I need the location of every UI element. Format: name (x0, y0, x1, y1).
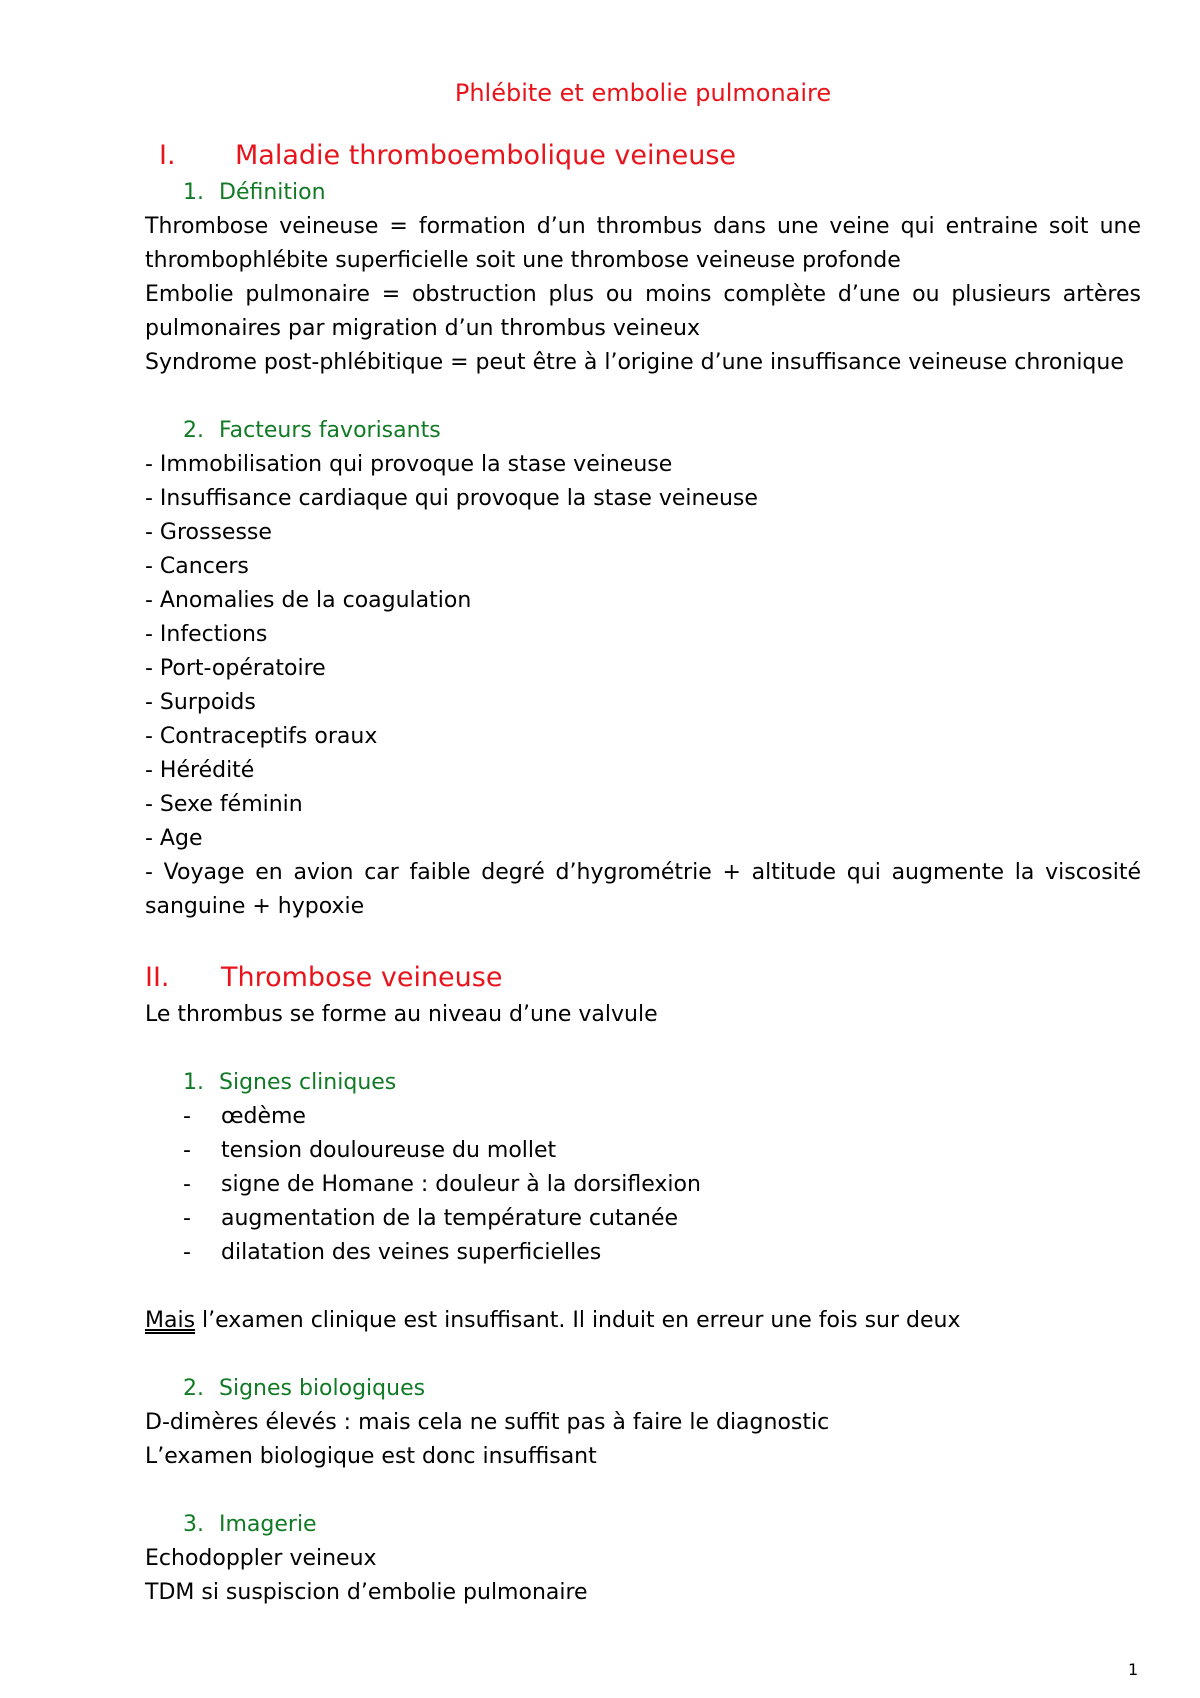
paragraph-text: l’examen clinique est insuffisant. Il induit en erreur une fois sur deux (195, 1308, 961, 1333)
list-item: - Insuffisance cardiaque qui provoque la stase veineuse (145, 486, 758, 511)
list-item: - Contraceptifs oraux (145, 724, 378, 749)
subsection-title: Facteurs favorisants (219, 418, 441, 443)
section-number: I. (159, 140, 176, 171)
paragraph-syndrome-definition: Syndrome post-phlébitique = peut être à l’origine d’une insuffisance veineuse chronique (145, 350, 1124, 375)
subsection-number: 1. (183, 1070, 204, 1095)
subsection-title: Signes cliniques (219, 1070, 397, 1095)
list-dash: - (183, 1138, 191, 1163)
list-item-text: augmentation de la température cutanée (221, 1206, 679, 1231)
list-item: - Immobilisation qui provoque la stase veineuse (145, 452, 673, 477)
list-item: - Infections (145, 622, 268, 647)
list-item: - Anomalies de la coagulation (145, 588, 472, 613)
section-heading-1 (145, 136, 1141, 176)
subsection-heading-signes-biologiques (145, 1372, 1141, 1406)
subsection-title: Définition (219, 180, 326, 205)
list-item-text: signe de Homane : douleur à la dorsiflexion (221, 1172, 701, 1197)
list-dash: - (183, 1104, 191, 1129)
list-item (145, 1202, 1141, 1236)
list-item: - Port-opératoire (145, 656, 326, 681)
list-item: - Cancers (145, 554, 249, 579)
list-item (145, 1100, 1141, 1134)
list-item-text: œdème (221, 1104, 306, 1129)
list-dash: - (183, 1206, 191, 1231)
subsection-title: Signes biologiques (219, 1376, 426, 1401)
underlined-word: Mais (145, 1308, 196, 1333)
list-item (145, 1168, 1141, 1202)
section-title: Thrombose veineuse (221, 962, 503, 993)
page-number: 1 (1128, 1660, 1139, 1679)
paragraph-examen-biologique: L’examen biologique est donc insuffisant (145, 1444, 597, 1469)
list-item-text: dilatation des veines superficielles (221, 1240, 602, 1265)
document-content (145, 72, 1141, 1610)
facteurs-list (145, 448, 1141, 856)
list-item: - Grossesse (145, 520, 272, 545)
page-title: Phlébite et embolie pulmonaire (454, 79, 832, 107)
list-item (145, 1134, 1141, 1168)
section-title: Maladie thromboembolique veineuse (235, 140, 737, 171)
subsection-number: 2. (183, 418, 204, 443)
subsection-heading-facteurs (145, 414, 1141, 448)
list-item: - Hérédité (145, 758, 255, 783)
list-item (145, 1236, 1141, 1270)
list-dash: - (183, 1240, 191, 1265)
section-heading-2 (145, 958, 1141, 998)
paragraph-d-dimeres: D-dimères élevés : mais cela ne suffit pas à faire le diagnostic (145, 1410, 830, 1435)
list-item: - Age (145, 826, 203, 851)
subsection-heading-signes-cliniques (145, 1066, 1141, 1100)
list-dash: - (183, 1172, 191, 1197)
list-item-text: tension douloureuse du mollet (221, 1138, 557, 1163)
paragraph-echodoppler: Echodoppler veineux (145, 1546, 377, 1571)
list-item-voyage: - Voyage en avion car faible degré d’hygrométrie + altitude qui augmente la viscosité sanguine + hypoxie (145, 860, 1141, 919)
subsection-heading-imagerie (145, 1508, 1141, 1542)
list-item: - Sexe féminin (145, 792, 303, 817)
section-number: II. (145, 962, 170, 993)
subsection-title: Imagerie (219, 1512, 317, 1537)
subsection-number: 1. (183, 180, 204, 205)
paragraph-thrombus-intro: Le thrombus se forme au niveau d’une valvule (145, 1002, 658, 1027)
signes-cliniques-list (145, 1100, 1141, 1270)
subsection-heading-definition (145, 176, 1141, 210)
subsection-number: 2. (183, 1376, 204, 1401)
paragraph-examen-clinique (145, 1304, 1141, 1338)
list-item: - Surpoids (145, 690, 256, 715)
subsection-number: 3. (183, 1512, 204, 1537)
paragraph-tdm: TDM si suspiscion d’embolie pulmonaire (145, 1580, 588, 1605)
paragraph-thrombose-definition: Thrombose veineuse = formation d’un thrombus dans une veine qui entraine soit une thrombophlébite superficielle soit une thrombose veineuse profonde (145, 214, 1141, 273)
paragraph-embolie-definition: Embolie pulmonaire = obstruction plus ou moins complète d’une ou plusieurs artères pulmonaires par migration d’un thrombus veineux (145, 282, 1141, 341)
